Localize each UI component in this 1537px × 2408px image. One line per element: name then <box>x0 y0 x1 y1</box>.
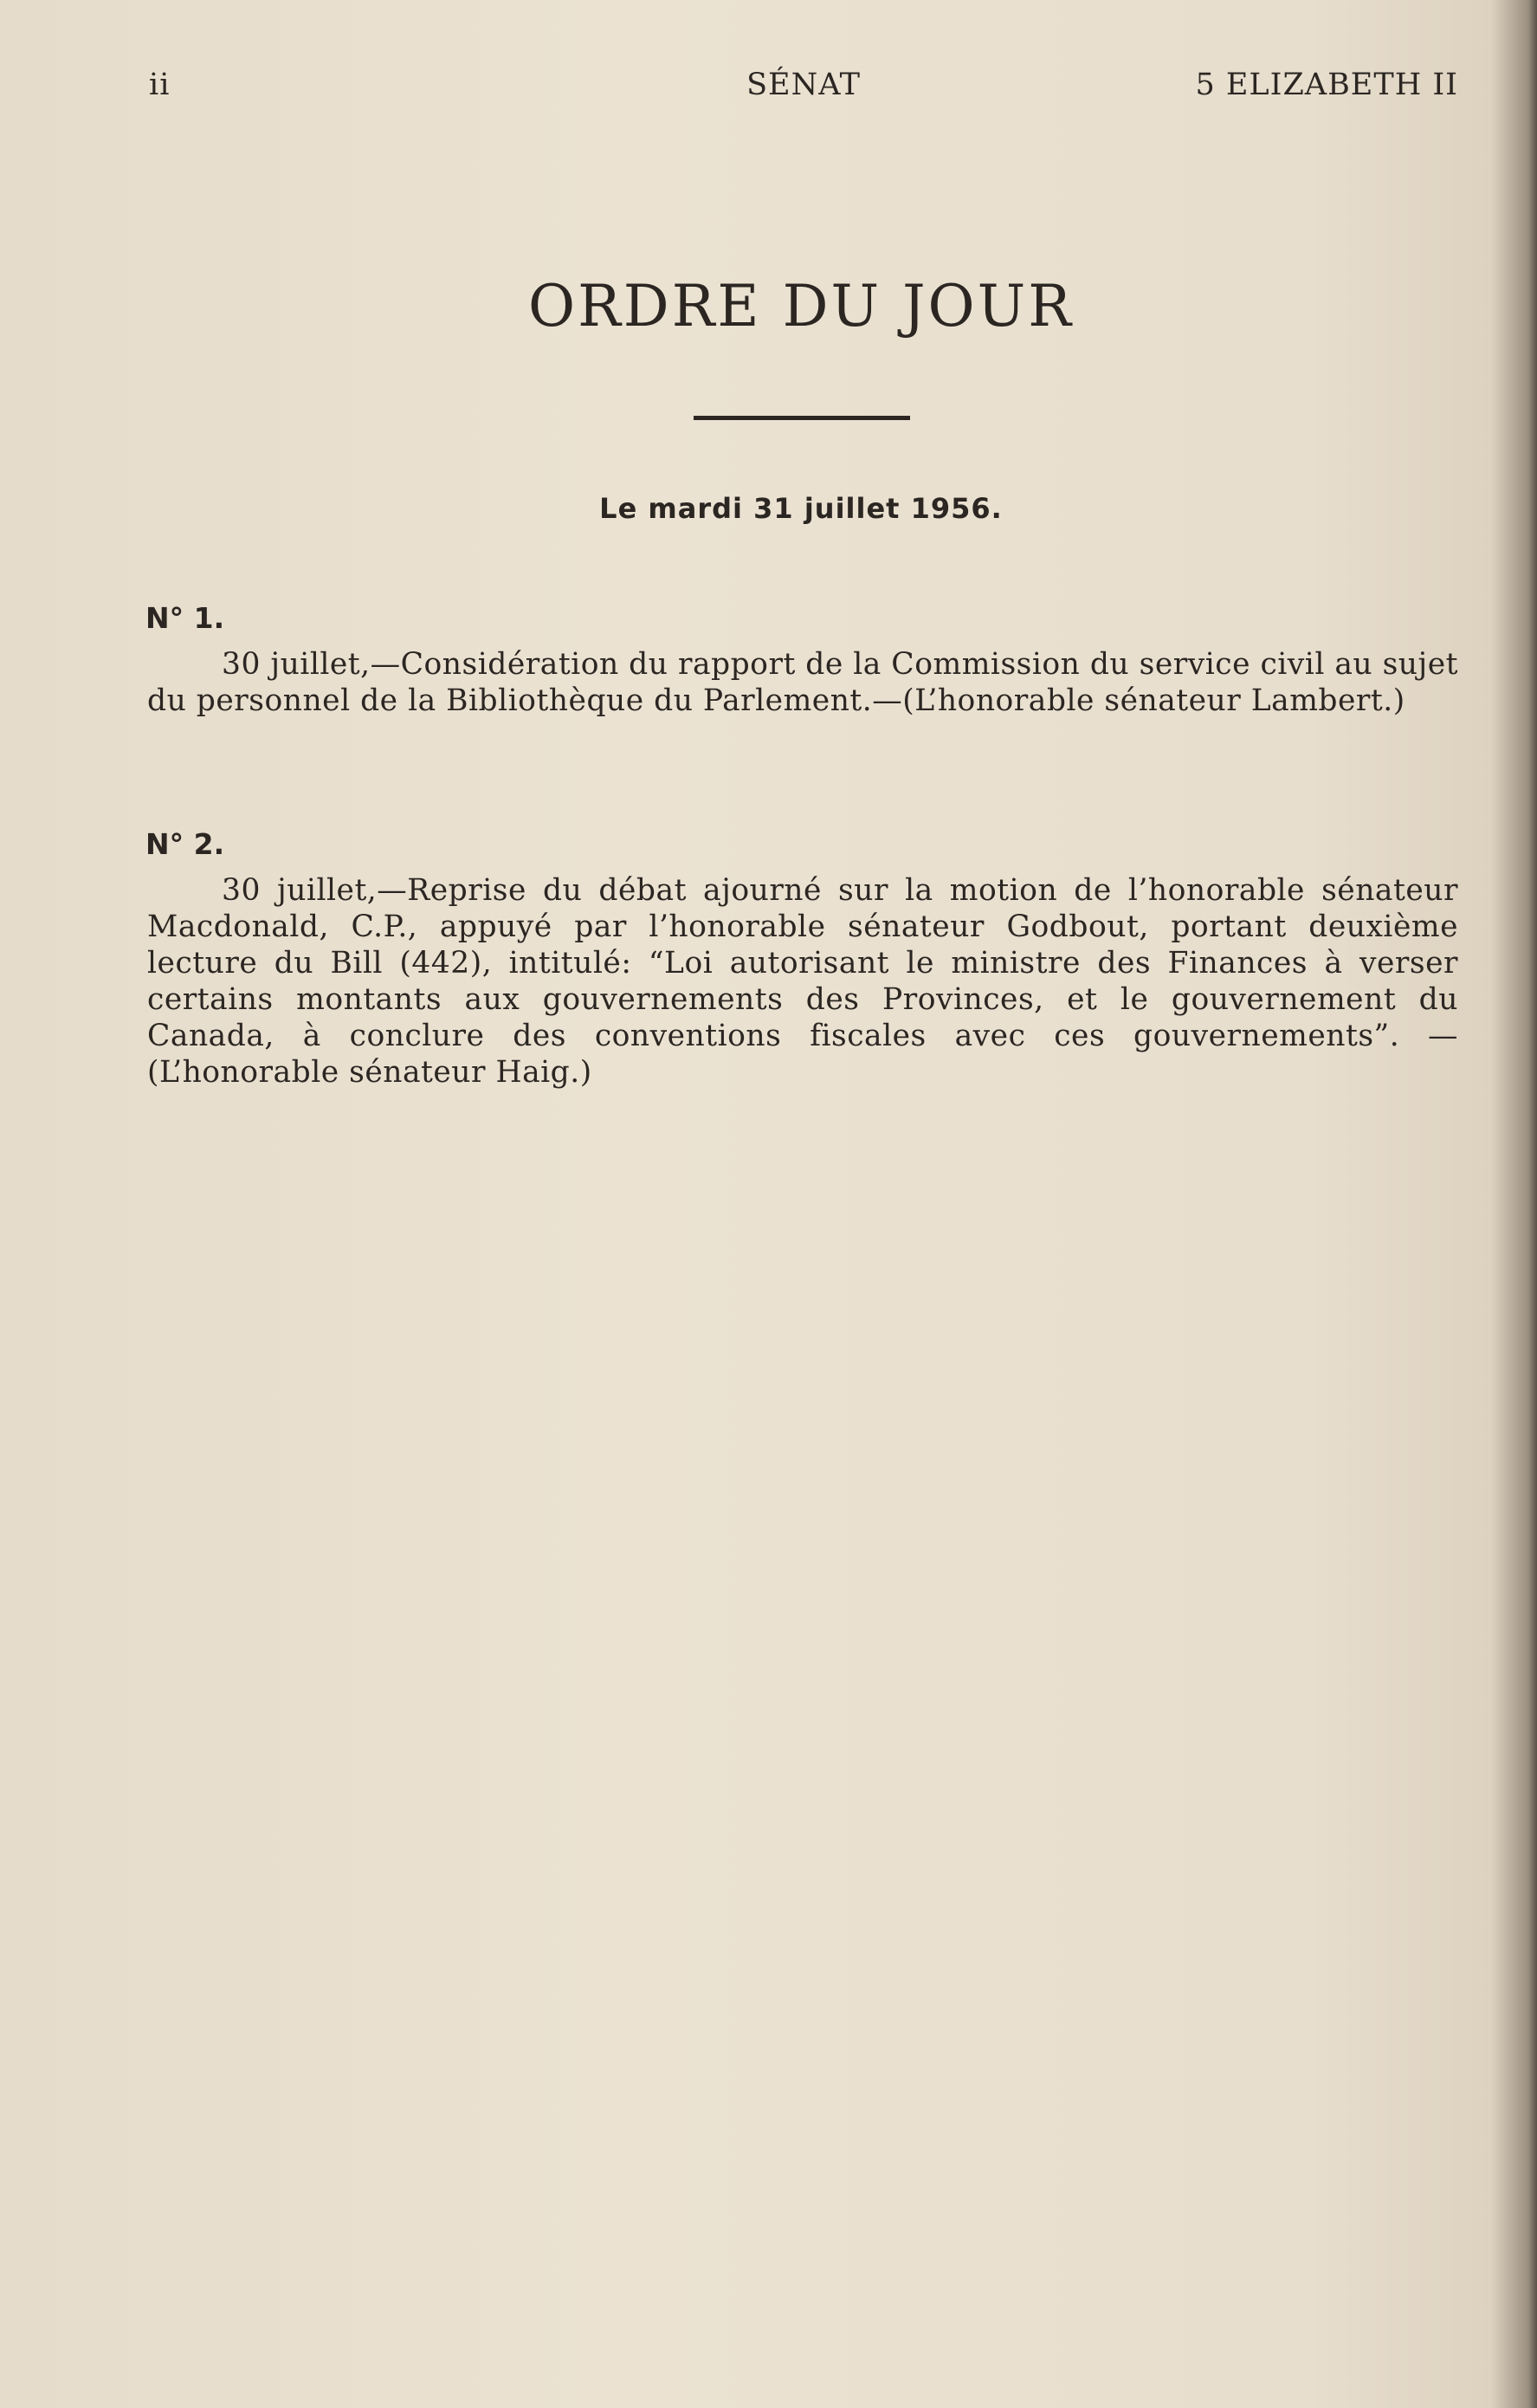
item-text-1: 30 juillet,—Considération du rapport de la Commission du service civil au sujet du personnel de la Bibliothèque du Parlement.—(L’honorable sénateur Lambert.) <box>147 647 1458 718</box>
item-number-1: N° 1. <box>145 601 225 635</box>
sitting-date: Le mardi 31 juillet 1956. <box>599 492 1003 525</box>
title-rule <box>694 416 910 420</box>
item-text-2: 30 juillet,—Reprise du débat ajourné sur la motion de l’honorable sénateur Macdonald, C.P., appuyé par l’honorable sénateur Godbout, portant deuxième lecture du Bill (442), intitulé: “Loi autorisant le ministre des Finances à verser certains montants aux gouvernements des Provinces, et le gouvernement du Canada, à conclure des conventions fiscales avec ces gouvernements”. —(L’honorable sénateur Haig.) <box>147 873 1458 1090</box>
header-senat: SÉNAT <box>746 68 861 102</box>
page-number: ii <box>149 68 171 102</box>
item-number-2: N° 2. <box>145 827 225 861</box>
running-head <box>149 68 1458 106</box>
page-title: ORDRE DU JOUR <box>528 273 1074 340</box>
header-reign: 5 ELIZABETH II <box>1195 68 1458 102</box>
